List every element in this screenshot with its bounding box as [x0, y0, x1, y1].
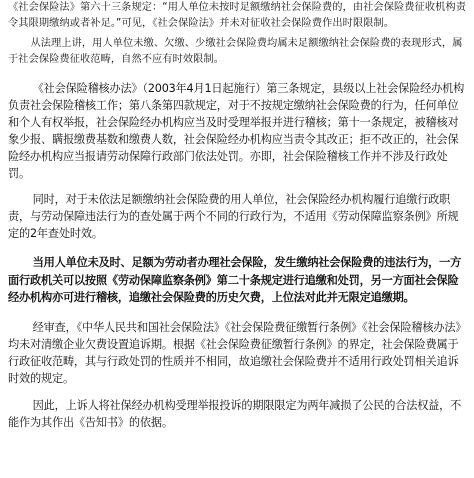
paragraph-key-holding: 当用人单位未及时、足额为劳动者办理社会保险，发生缴纳社会保险费的违法行为，一方面行政机关可以按照《劳动保障监察条例》第二十条规定进行追缴和处罚，另一方面社会保险经办机构亦可进行稽核，追缴社会保险费的历史欠费，上位法对此并无限定追缴期。	[8, 256, 462, 304]
paragraph-audit-measures: 《社会保险稽核办法》（2003年4月1日起施行）第三条规定，县级以上社会保险经办机构负责社会保险稽核工作；第八条第四款规定，对于不按规定缴纳社会保险费的行为，任何单位和个人有权举报，社会保险经办机构应当及时受理举报并进行稽核；第十一条规定，被稽核对象少报、瞒报缴费基数和缴费人数，社会保险经办机构应当责令其改正；拒不改正的，社会保险经办机构应当报请劳动保障行政部门依法处罚。亦即，社会保险稽核工作并不涉及行政处罚。	[8, 82, 465, 180]
paragraph-collection-duty: 同时，对于未依法足额缴纳社会保险费的用人单位，社会保险经办机构履行追缴行政职责，与劳动保障违法行为的查处属于两个不同的行政行为，不适用《劳动保障监察条例》所规定的2年查处时效。	[8, 193, 459, 240]
paragraph-conclusion: 因此，上诉人将社保经办机构受理举报投诉的期限限定为两年减损了公民的合法权益，不能作为其作出《告知书》的依据。	[8, 398, 462, 429]
document-page	[8, 0, 468, 431]
paragraph-legal-theory: 从法理上讲，用人单位未缴、欠缴、少缴社会保险费均属未足额缴纳社会保险费的表现形式，属于社会保险费征收范畴，自然不应有时效限制。	[8, 38, 463, 65]
paragraph-law-article-63: 《社会保险法》第六十三条规定：“用人单位未按时足额缴纳社会保险费的，由社会保险费征收机构责令其限期缴纳或者补足。”可见，《社会保险法》并未对征收社会保险费作出时限限制。	[8, 2, 467, 29]
paragraph-review-findings: 经审查，《中华人民共和国社会保险法》《社会保险费征缴暂行条例》《社会保险稽核办法》均未对清缴企业欠费设置追诉期。根据《社会保险费征缴暂行条例》的界定，社会保险费属于行政征收范畴，其与行政处罚的性质并不相同，故追缴社会保险费并不适用行政处罚相关追诉时效的规定。	[8, 320, 467, 385]
